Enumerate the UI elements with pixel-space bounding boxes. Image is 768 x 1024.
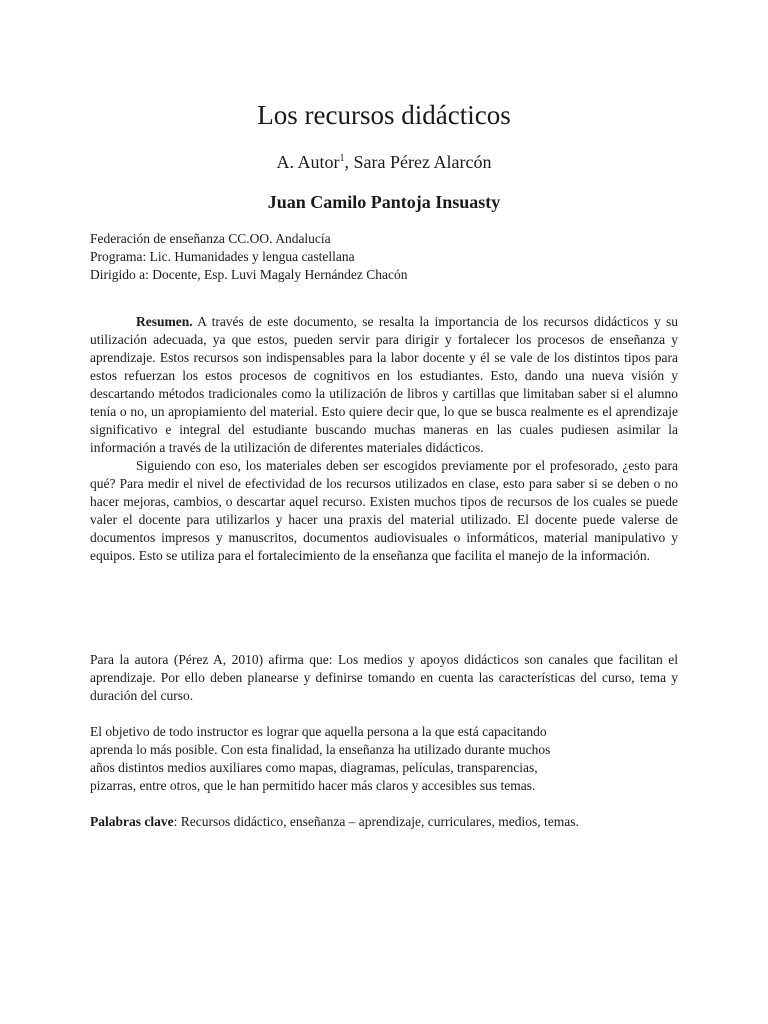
authors-line-2: Juan Camilo Pantoja Insuasty xyxy=(267,192,501,212)
author-name-1: A. Autor xyxy=(276,152,340,172)
objective-line: años distintos medios auxiliares como mapas, diagramas, películas, transparencias, xyxy=(90,760,538,775)
objective-line: aprenda lo más posible. Con esta finalidad, la enseñanza ha utilizado durante muchos xyxy=(90,742,551,757)
footnote-marker: 1 xyxy=(339,153,345,164)
abstract-section xyxy=(90,313,678,565)
document-title: Los recursos didácticos xyxy=(257,100,511,130)
author-name-2: , Sara Pérez Alarcón xyxy=(344,152,492,172)
affiliation-block xyxy=(90,230,690,284)
abstract-paragraph-1 xyxy=(90,313,678,457)
abstract-label: Resumen. xyxy=(136,314,193,329)
keywords-text: : Recursos didáctico, enseñanza – aprendizaje, curriculares, medios, temas. xyxy=(173,814,579,829)
quote-paragraph: Para la autora (Pérez A, 2010) afirma que: Los medios y apoyos didácticos son canales que facilitan el aprendizaje. Por ello deben planearse y definirse tomando en cuenta las características del curso, tema y duración del curso. xyxy=(90,652,678,703)
authors-line-1 xyxy=(0,152,768,173)
objective-line: El objetivo de todo instructor es lograr que aquella persona a la que está capacitando xyxy=(90,724,547,739)
keywords-label: Palabras clave xyxy=(90,814,174,829)
affiliation-line: Federación de enseñanza CC.OO. Andalucía xyxy=(90,231,331,246)
affiliation-line: Dirigido a: Docente, Esp. Luvi Magaly Hernández Chacón xyxy=(90,267,408,282)
affiliation-line: Programa: Lic. Humanidades y lengua castellana xyxy=(90,249,355,264)
objective-line: pizarras, entre otros, que le han permitido hacer más claros y accesibles sus temas. xyxy=(90,778,536,793)
abstract-paragraph-2: Siguiendo con eso, los materiales deben ser escogidos previamente por el profesorado, ¿esto para qué? Para medir el nivel de efectividad de los recursos utilizados en clase, esto para saber si se deben o no hacer mejoras, cambios, o descartar aquel recurso. Existen muchos tipos de recursos de los cuales se puede valer el docente para utilizarlos y hacer una praxis del material utilizado. El docente puede valerse de documentos impresos y manuscritos, documentos audiovisuales o informáticos, material manipulativo y equipos. Esto se utiliza para el fortalecimiento de la enseñanza que facilita el manejo de la información. xyxy=(90,458,678,563)
abstract-text-1: A través de este documento, se resalta la importancia de los recursos didácticos y su utilización adecuada, ya que estos, pueden servir para dirigir y fortalecer los procesos de enseñanza y aprendizaje. Estos recursos son indispensables para la labor docente y él se vale de los distintos tipos para estos refuerzan los estos procesos de cognitivos en los estudiantes. Esto, dando una nueva visión y descartando métodos tradicionales como la utilización de libros y cartillas que limitaban saber si el alumno tenía o no, un apropiamiento del material. Esto quiere decir que, lo que se busca realmente es el aprendizaje significativo e integral del estudiante buscando muchas maneras en las cuales pudiesen asimilar la información a través de la utilización de diferentes materiales didácticos. xyxy=(90,314,678,455)
objective-paragraph xyxy=(90,723,630,795)
keywords-line xyxy=(90,813,690,831)
